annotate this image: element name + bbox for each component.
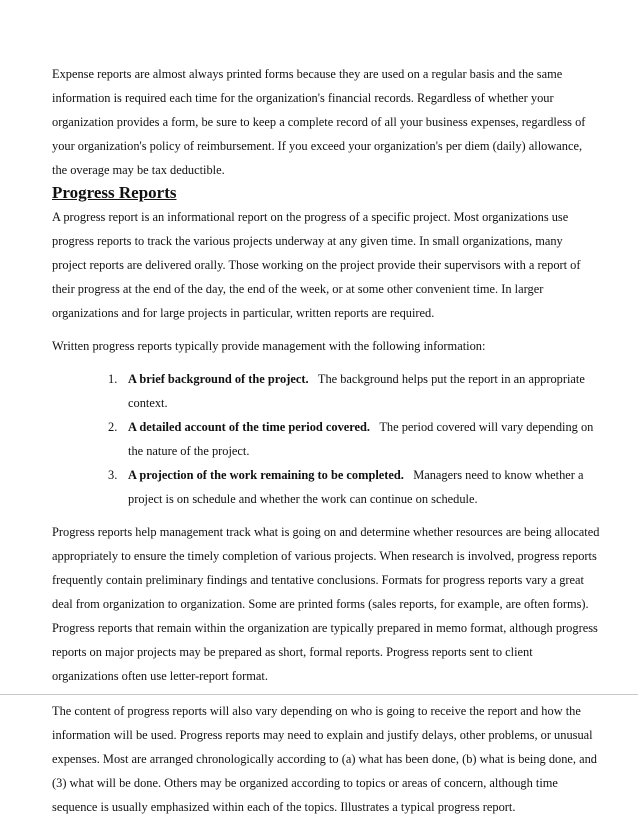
section-heading-progress-reports: Progress Reports — [52, 183, 177, 202]
information-list — [108, 367, 600, 511]
list-item-text: The period covered will vary depending on the nature of the project. — [128, 420, 594, 458]
progress-reports-paragraph-1: A progress report is an informational report on the progress of a specific project. Most organizations use progress reports to track the various projects underway at any given time. In small organizations, many project reports are delivered orally. Those working on the project provide their supervisors with a report of their progress at the end of the day, the end of the week, or at some other convenient time. In larger organizations and for large projects in particular, written reports are required. — [52, 210, 581, 320]
progress-reports-paragraph-4: The content of progress reports will also vary depending on who is going to receive the report and how the information will be used. Progress reports may need to explain and justify delays, other problems, or unusual expenses. Most are arranged chronologically according to (a) what has been done, (b) what is being done, and (3) what will be done. Others may be organized according to topics or areas of concern, although time sequence is usually emphasized within each of the topics. Illustrates a typical progress report. — [52, 704, 598, 814]
progress-reports-paragraph-2: Written progress reports typically provide management with the following information: — [52, 339, 486, 353]
list-item-title: A brief background of the project. — [128, 372, 309, 386]
list-item-number: 3. — [108, 468, 118, 482]
progress-reports-paragraph-3: Progress reports help management track what is going on and determine whether resources are being allocated appropriately to ensure the timely completion of various projects. When research is involved, progress reports frequently contain preliminary findings and tentative conclusions. Formats for progress reports vary a great deal from organization to organization. Some are printed forms (sales reports, for example, are often forms). Progress reports that remain within the organization are typically prepared in memo format, although progress reports on major projects may be prepared as short, formal reports. Progress reports sent to client organizations often use letter-report format. — [52, 525, 600, 683]
list-item-text: Managers need to know whether a project is on schedule and whether the work can continue on schedule. — [128, 468, 584, 506]
list-item-title: A projection of the work remaining to be completed. — [128, 468, 404, 482]
list-item-number: 1. — [108, 372, 118, 386]
list-item-number: 2. — [108, 420, 118, 434]
intro-paragraph: Expense reports are almost always printed forms because they are used on a regular basis and the same information is required each time for the organization's financial records. Regardless of whether your organization provides a form, be sure to keep a complete record of all your business expenses, regardless of your organization's policy of reimbursement. If you exceed your organization's per diem (daily) allowance, the overage may be tax deductible. — [52, 67, 586, 177]
list-item-text: The background helps put the report in an appropriate context. — [128, 372, 585, 410]
list-item — [108, 415, 600, 463]
list-item — [108, 463, 600, 511]
list-item-title: A detailed account of the time period covered. — [128, 420, 371, 434]
spacer — [52, 325, 600, 334]
spacer — [52, 358, 600, 367]
document-page — [52, 62, 600, 819]
horizontal-divider — [0, 694, 638, 695]
spacer — [52, 511, 600, 520]
list-item — [108, 367, 600, 415]
